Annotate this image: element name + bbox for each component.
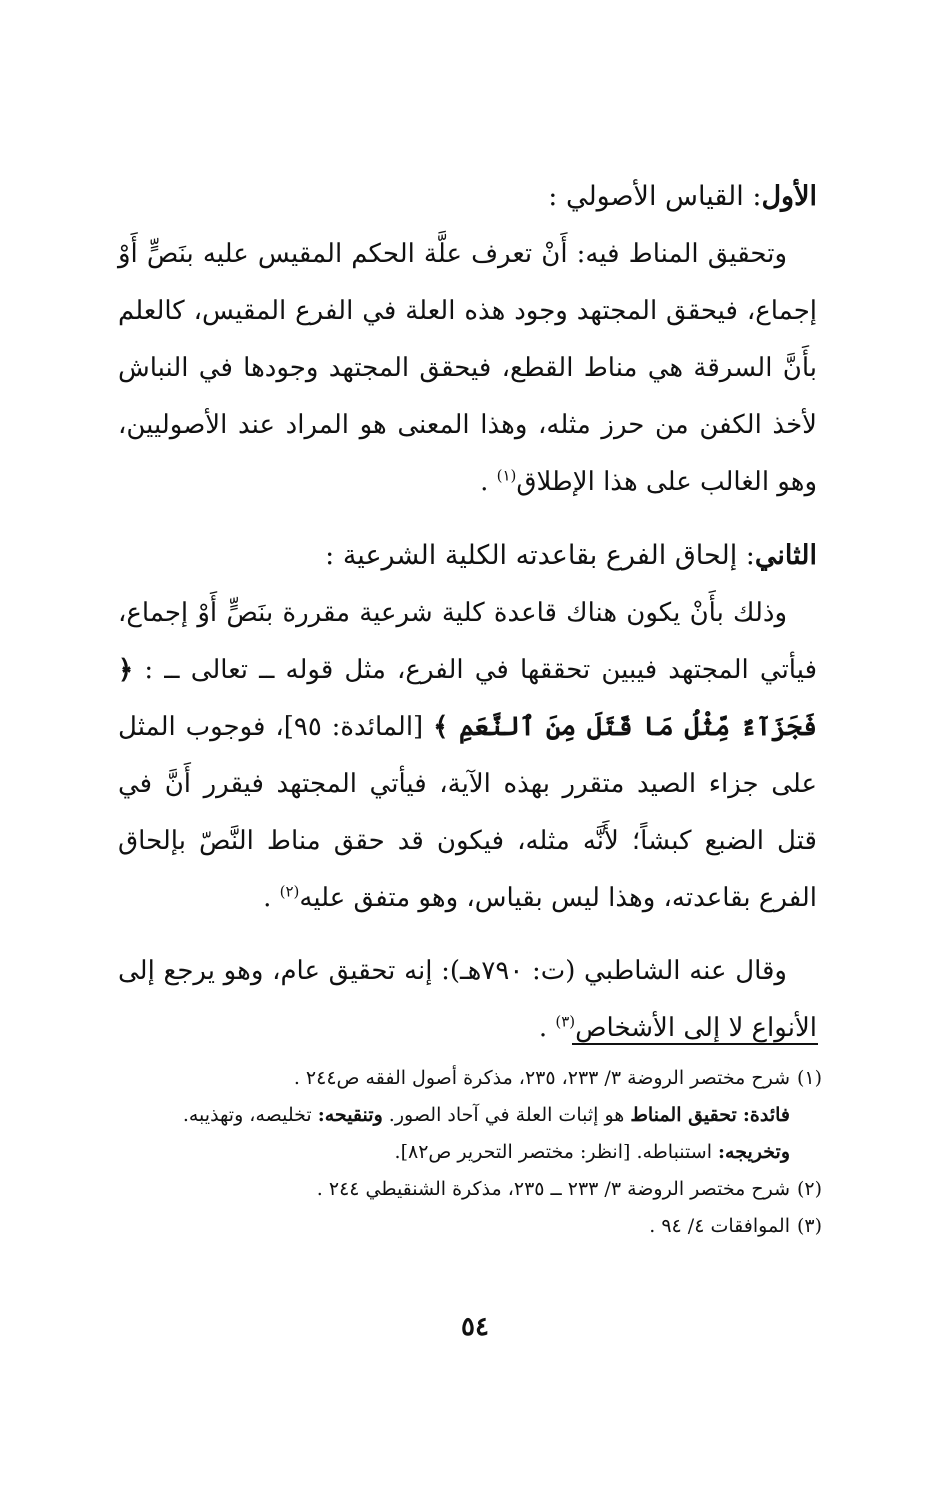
footnote-3 — [175, 1208, 822, 1245]
heading-label: الأول — [761, 181, 817, 212]
paragraph-third — [118, 943, 817, 1057]
paragraph-end: . — [480, 467, 497, 497]
footnote-ref: (١) — [496, 466, 517, 485]
paragraph-end: . — [538, 1013, 556, 1043]
paragraph-text: وذلك بأَنْ يكون هناك قاعدة كلية شرعية مقررة بنَصٍّ أَوْ إجماع، فيأتي المجتهد فيبين تحققها في الفرع، مثل قوله ــ تعالى ــ : — [118, 598, 817, 685]
note-text: استنباطه. [انظر: مختصر التحرير ص٨٢]. — [394, 1141, 719, 1163]
footnote-ref: (٣) — [555, 1012, 576, 1031]
footnote-1-note — [175, 1097, 822, 1171]
footnote-number: (٢) — [796, 1178, 822, 1200]
footnote-number: (٣) — [796, 1215, 822, 1237]
footnote-text: شرح مختصر الروضة ٣/ ٢٣٣، ٢٣٥، مذكرة أصول الفقه ص٢٤٤ . — [293, 1067, 790, 1089]
paragraph-end: . — [263, 883, 280, 913]
paragraph-text: وتحقيق المناط فيه: أَنْ تعرف علَّة الحكم المقيس عليه بنَصٍّ أَوْ إجماع، فيحقق المجتهد وجود هذه العلة في الفرع المقيس، كالعلم بأَنَّ السرقة هي مناط القطع، فيحقق المجتهد وجودها في النباش لأخذ الكفن من حرز مثله، وهذا المعنى هو المراد عند الأصوليين، وهو الغالب على هذا الإطلاق — [118, 239, 817, 497]
paragraph-first — [118, 226, 817, 511]
footnote-text: الموافقات ٤/ ٩٤ . — [649, 1215, 790, 1237]
heading-label: الثاني — [754, 540, 817, 571]
paragraph-text: [المائدة: ٩٥]، فوجوب المثل على جزاء الصيد متقرر بهذه الآية، فيأتي المجتهد فيقرر أَنَّ في قتل الضبع كبشاً؛ لأَنَّه مثله، فيكون قد حقق مناط النَّصّ بإلحاق الفرع بقاعدته، وهذا ليس بقياس، وهو متفق عليه — [118, 712, 817, 913]
footnote-divider — [572, 1043, 818, 1045]
page-number: ٥٤ — [461, 1312, 489, 1342]
section-heading-first — [118, 168, 817, 226]
paragraph-text: وقال عنه الشاطبي (ت: ٧٩٠هـ): إنه تحقيق عام، وهو يرجع إلى الأنواع لا إلى الأشخاص — [118, 956, 817, 1043]
main-text — [118, 168, 817, 1057]
footnotes — [175, 1060, 822, 1245]
heading-text: : القياس الأصولي : — [548, 181, 762, 212]
note-term: وتنقيحه: — [317, 1104, 383, 1126]
footnote-text: شرح مختصر الروضة ٣/ ٢٣٣ ــ ٢٣٥، مذكرة الشنقيطي ٢٤٤ . — [316, 1178, 790, 1200]
note-text: تخليصه، وتهذيبه. — [182, 1104, 318, 1126]
footnote-2 — [175, 1171, 822, 1208]
note-term: تحقيق المناط — [630, 1104, 737, 1126]
heading-text: : إلحاق الفرع بقاعدته الكلية الشرعية : — [325, 540, 755, 571]
section-heading-second — [118, 527, 817, 585]
footnote-number: (١) — [796, 1067, 822, 1089]
footnote-ref: (٢) — [279, 882, 300, 901]
note-label: فائدة: — [742, 1104, 790, 1126]
footnote-1 — [175, 1060, 822, 1097]
note-text: هو إثبات العلة في آحاد الصور. — [382, 1104, 631, 1126]
quran-verse: ﴿ فَجَزَآءٌ مِّثْلُ مَا قَتَلَ مِنَ ٱلنَّعَمِ ﴾ — [118, 655, 818, 742]
paragraph-second — [118, 585, 817, 927]
note-term: وتخريجه: — [718, 1141, 790, 1163]
